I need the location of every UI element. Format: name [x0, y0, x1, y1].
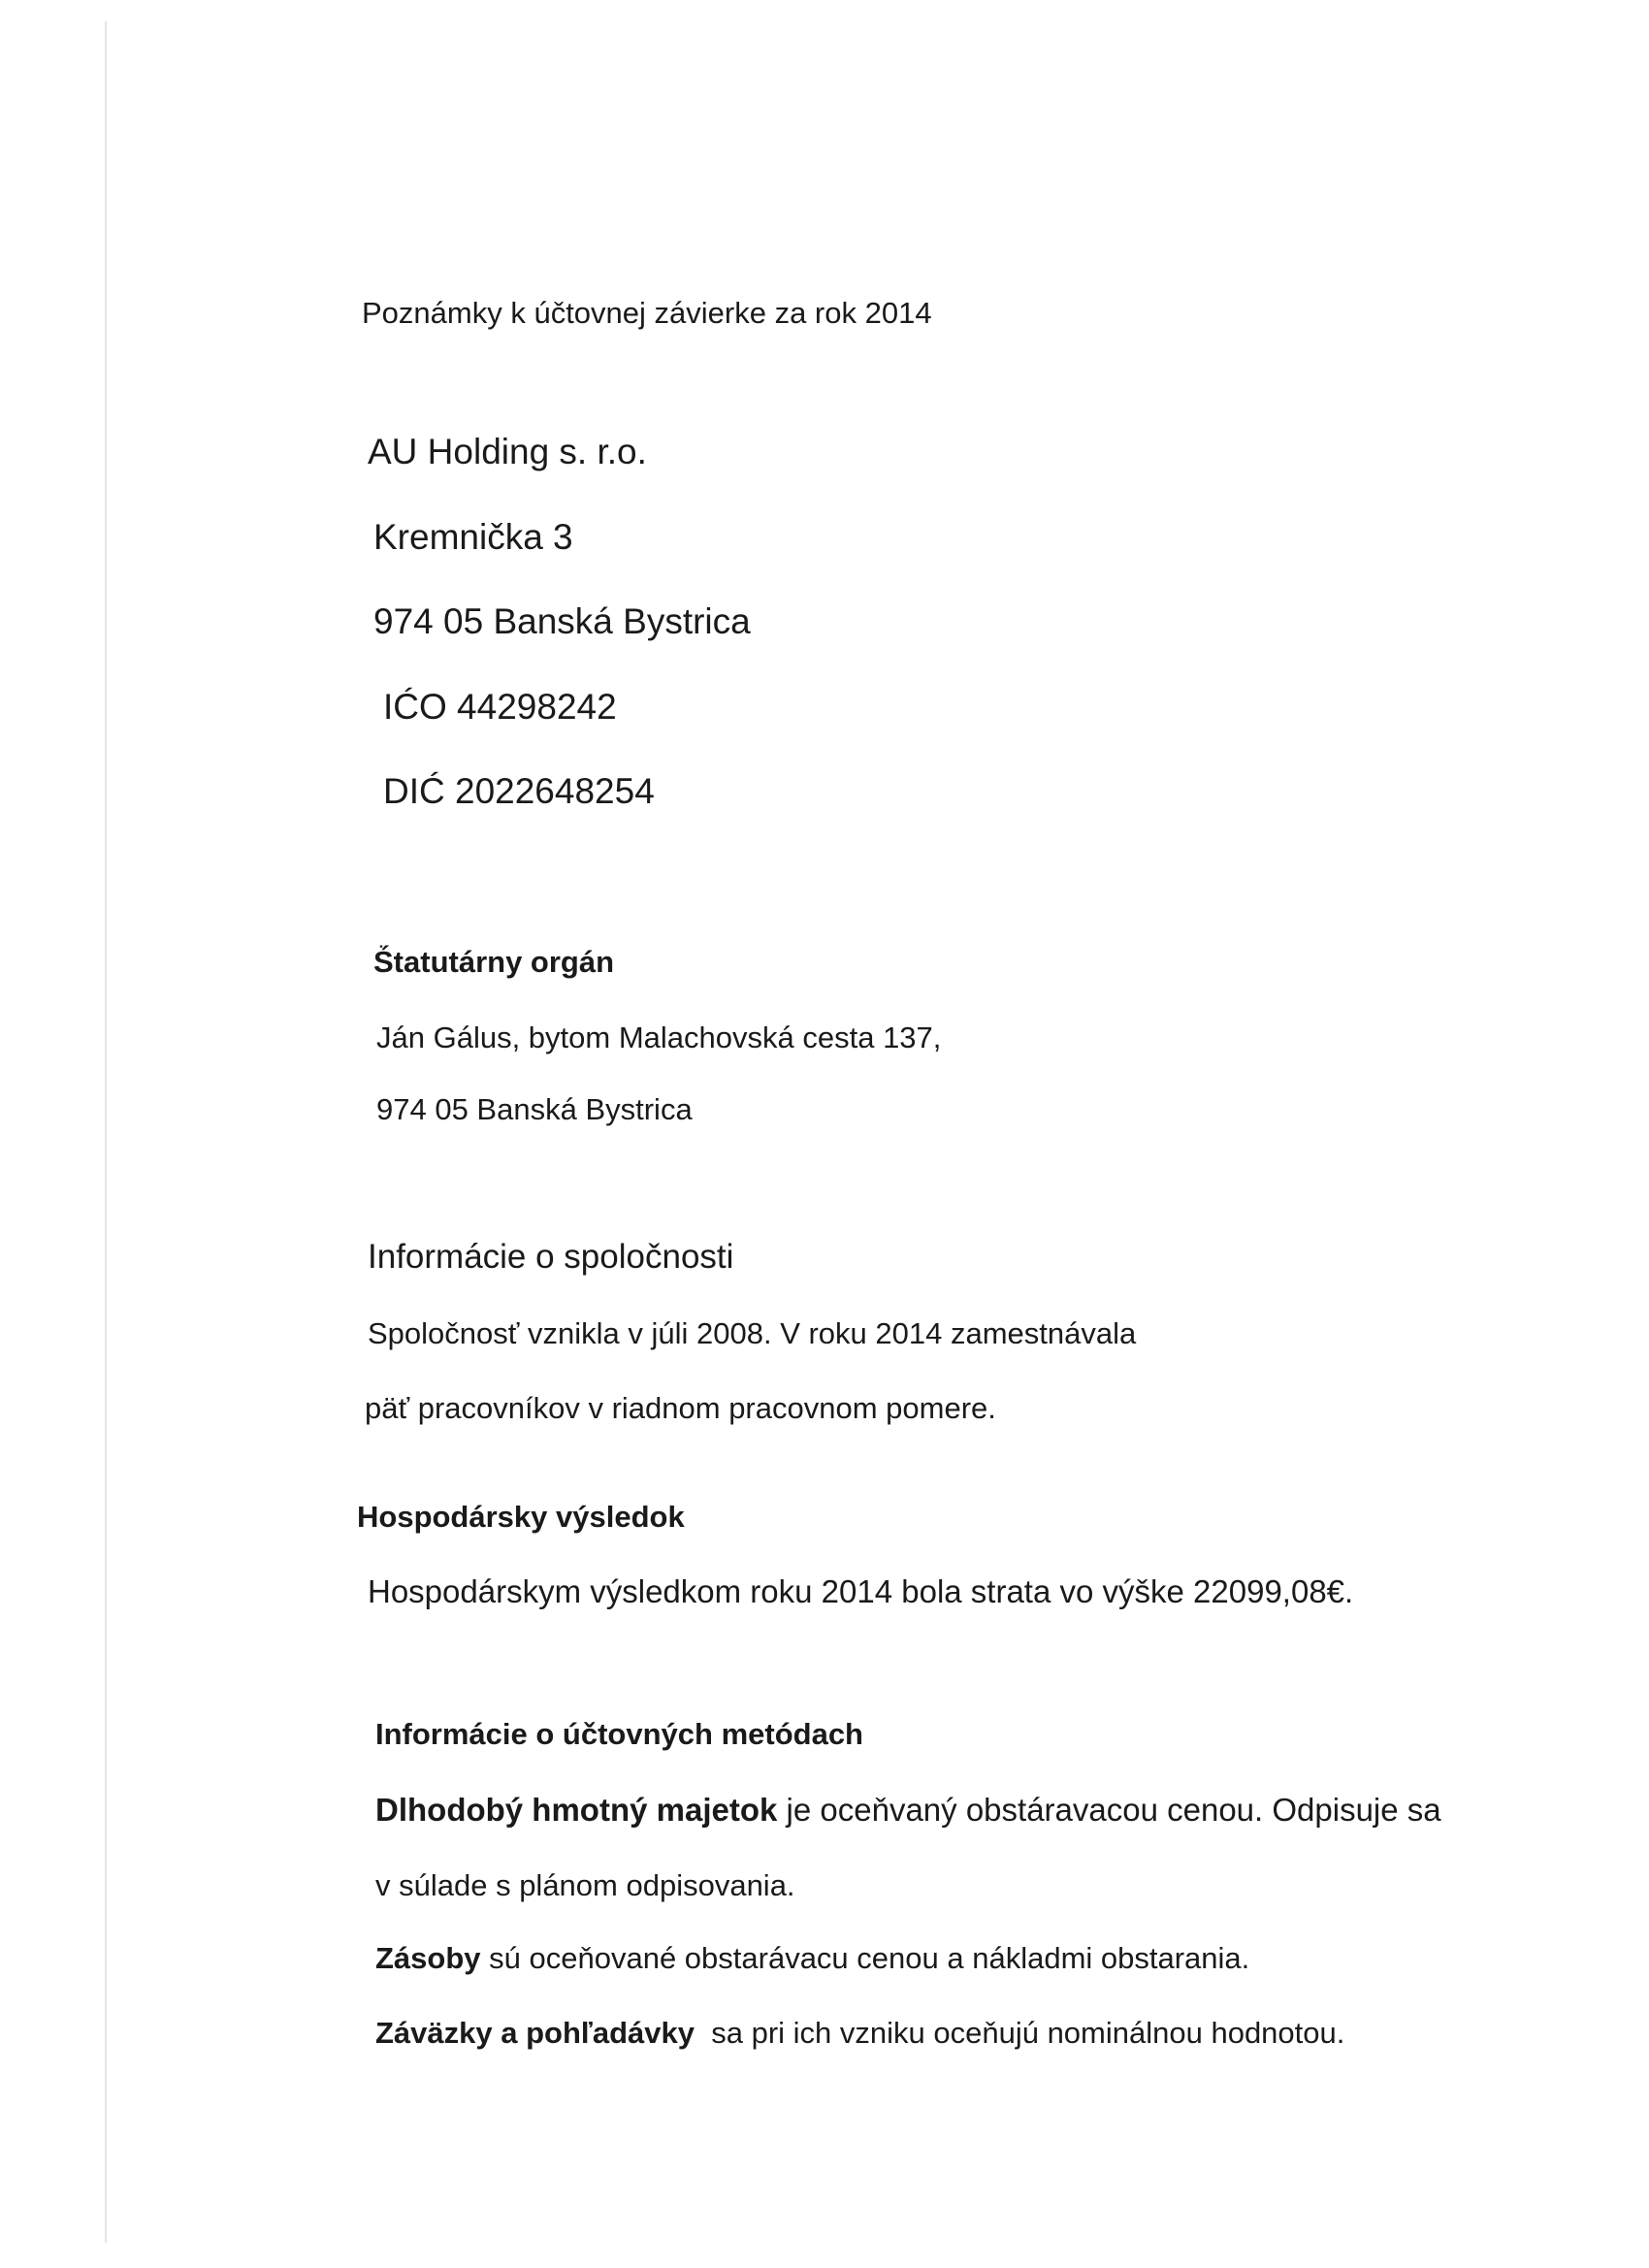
inventory-text: sú oceňované obstarávacu cenou a nákladmi obstarania. [480, 1941, 1250, 1975]
scan-edge [105, 21, 107, 2243]
document-title: Poznámky k účtovnej závierke za rok 2014 [362, 296, 932, 330]
company-info-line1: Spoločnosť vznikla v júli 2008. V roku 2014 zamestnávala [368, 1316, 1137, 1350]
fixed-assets-text2: v súlade s plánom odpisovania. [375, 1868, 795, 1902]
fixed-assets-label: Dlhodobý hmotný majetok [375, 1792, 778, 1828]
statutory-heading: Ṥtatutárny orgán [373, 945, 615, 979]
fixed-assets-text: je oceňvaný obstáravacou cenou. Odpisuje sa [777, 1792, 1441, 1828]
liabilities-label: Záväzky a pohľadávky [375, 2016, 695, 2050]
result-heading: Hospodársky výsledok [357, 1500, 685, 1534]
company-info-line2: päť pracovníkov v riadnom pracovnom pomere. [365, 1391, 996, 1425]
inventory-label: Zásoby [375, 1941, 481, 1975]
company-city: 974 05 Banská Bystrica [373, 601, 751, 641]
accounting-heading: Informácie o účtovných metódach [375, 1717, 863, 1751]
liabilities-line [375, 2018, 1344, 2048]
company-ico: IĆO 44298242 [383, 687, 617, 727]
company-name: AU Holding s. r.o. [368, 432, 647, 471]
fixed-assets-line [375, 1794, 1441, 1826]
inventory-line [375, 1943, 1249, 1973]
liabilities-text: sa pri ich vzniku oceňujú nominálnou hodnotou. [695, 2016, 1345, 2050]
statutory-line2: 974 05 Banská Bystrica [376, 1092, 693, 1126]
company-dic: DIĆ 2022648254 [383, 771, 655, 811]
company-street: Kremnička 3 [373, 517, 573, 557]
statutory-line1: Ján Gálus, bytom Malachovská cesta 137, [376, 1021, 942, 1054]
result-text: Hospodárskym výsledkom roku 2014 bola strata vo výške 22099,08€. [368, 1573, 1354, 1609]
company-info-heading: Informácie o spoločnosti [368, 1238, 734, 1276]
